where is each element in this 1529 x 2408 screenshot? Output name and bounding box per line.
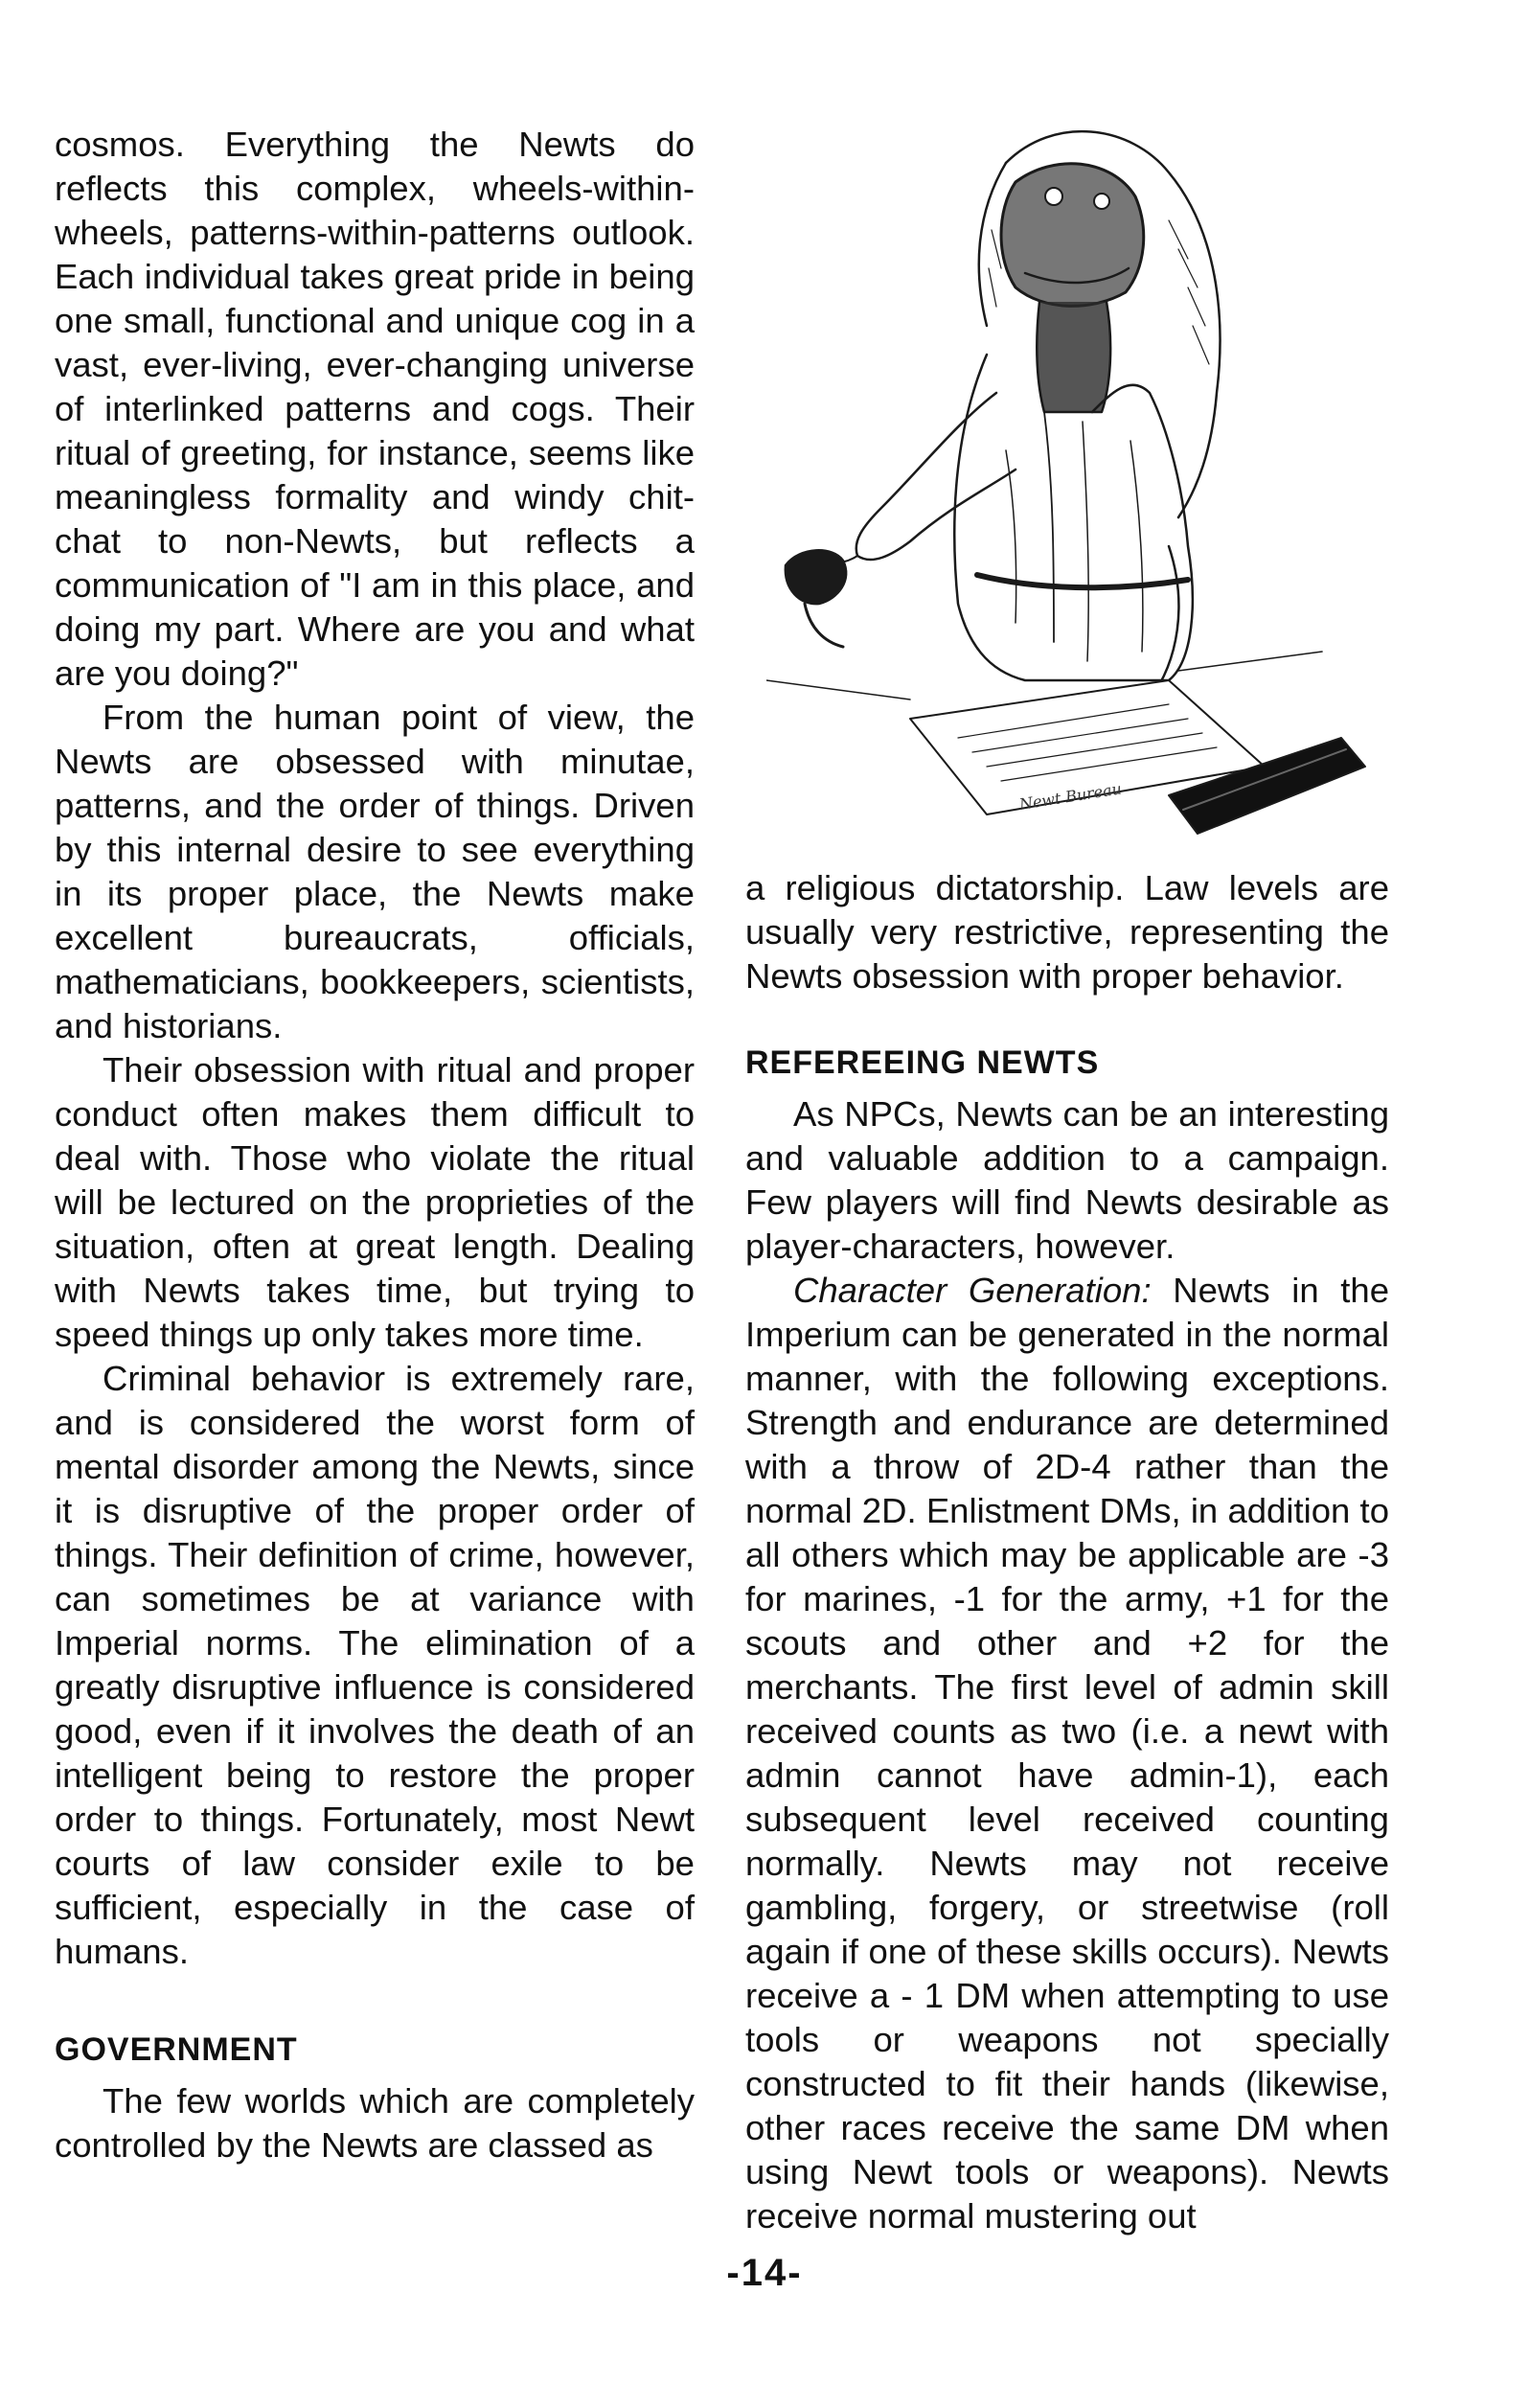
- left-arm: [856, 393, 1016, 560]
- paragraph-cosmos: cosmos. Everything the Newts do reflects this complex, wheels-within-wheels, patterns-within-patterns outlook. Each individual takes great pride in being one small, functional and unique cog in a vast, ever-living, ever-changing universe of interlinked patterns and cogs. Their ritual of greeting, for instance, seems like meaningless formality and windy chit-chat to non-Newts, but reflects a communication of "I am in this place, and doing my part. Where are you and what are you doing?": [55, 125, 695, 693]
- character-generation-text: Newts in the Imperium can be generated in the normal manner, with the following exceptions. Strength and endurance are determined with a throw of 2D-4 rather than the normal 2D. Enlistment DMs, in addition to all others which may be applicable are -3 for marines, -1 for the army, +1 for the scouts and other and +2 for the merchants. The first level of admin skill received counts as two (i.e. a newt with admin cannot have admin-1), each subsequent level received counting normally. Newts may not receive gambling, forgery, or streetwise (roll again if one of these skills occurs). Newts receive a - 1 DM when attempting to use tools or weapons not specially constructed to fit their hands (likewise, other races receive the same DM when using Newt tools or weapons). Newts receive normal mustering out: [745, 1271, 1389, 2236]
- paragraph-government: The few worlds which are completely controlled by the Newts are classed as: [55, 2081, 695, 2165]
- paragraph-crime: Criminal behavior is extremely rare, and is considered the worst form of mental disorder among the Newts, since it is disruptive of the proper order of things. Their definition of crime, however, can sometimes be at variance with Imperial norms. The elimination of a greatly disruptive influence is considered good, even if it involves the death of an intelligent being to restore the proper order to things. Fortunately, most Newt courts of law consider exile to be sufficient, especially in the case of humans.: [55, 1359, 695, 1971]
- paragraph-character-generation: [745, 1269, 1389, 2238]
- heading-government: GOVERNMENT: [55, 2031, 298, 2068]
- paragraph-religious-dictatorship: a religious dictatorship. Law levels are usually very restrictive, representing the Newts obsession with proper behavior.: [745, 868, 1389, 996]
- newt-head: [1001, 164, 1144, 307]
- character-generation-label: Character Generation:: [793, 1271, 1152, 1310]
- right-column: [745, 866, 1389, 2238]
- newt-neck: [1037, 302, 1110, 412]
- paragraph-npcs: As NPCs, Newts can be an interesting and valuable addition to a campaign. Few players will find Newts desirable as player-characters, however.: [745, 1094, 1389, 1266]
- left-column: [55, 123, 695, 2167]
- stamp: [786, 550, 846, 604]
- page-number: -14-: [726, 2252, 803, 2294]
- belt: [977, 575, 1188, 587]
- paper-scribble: Newt Bureau: [1017, 779, 1124, 814]
- paragraph-human-view: From the human point of view, the Newts are obsessed with minutae, patterns, and the order of things. Driven by this internal desire to see everything in its proper place, the Newts make excellent bureaucrats, officials, mathematicians, bookkeepers, scientists, and historians.: [55, 698, 695, 1045]
- newt-illustration: [766, 105, 1380, 862]
- table-edge: [766, 680, 910, 699]
- paragraph-ritual: Their obsession with ritual and proper conduct often makes them difficult to deal with. Those who violate the ritual will be lectured on the proprieties of the situation, often at great length. Dealing with Newts takes time, but trying to speed things up only takes more time.: [55, 1050, 695, 1354]
- heading-refereeing-newts: REFEREEING NEWTS: [745, 1044, 1100, 1081]
